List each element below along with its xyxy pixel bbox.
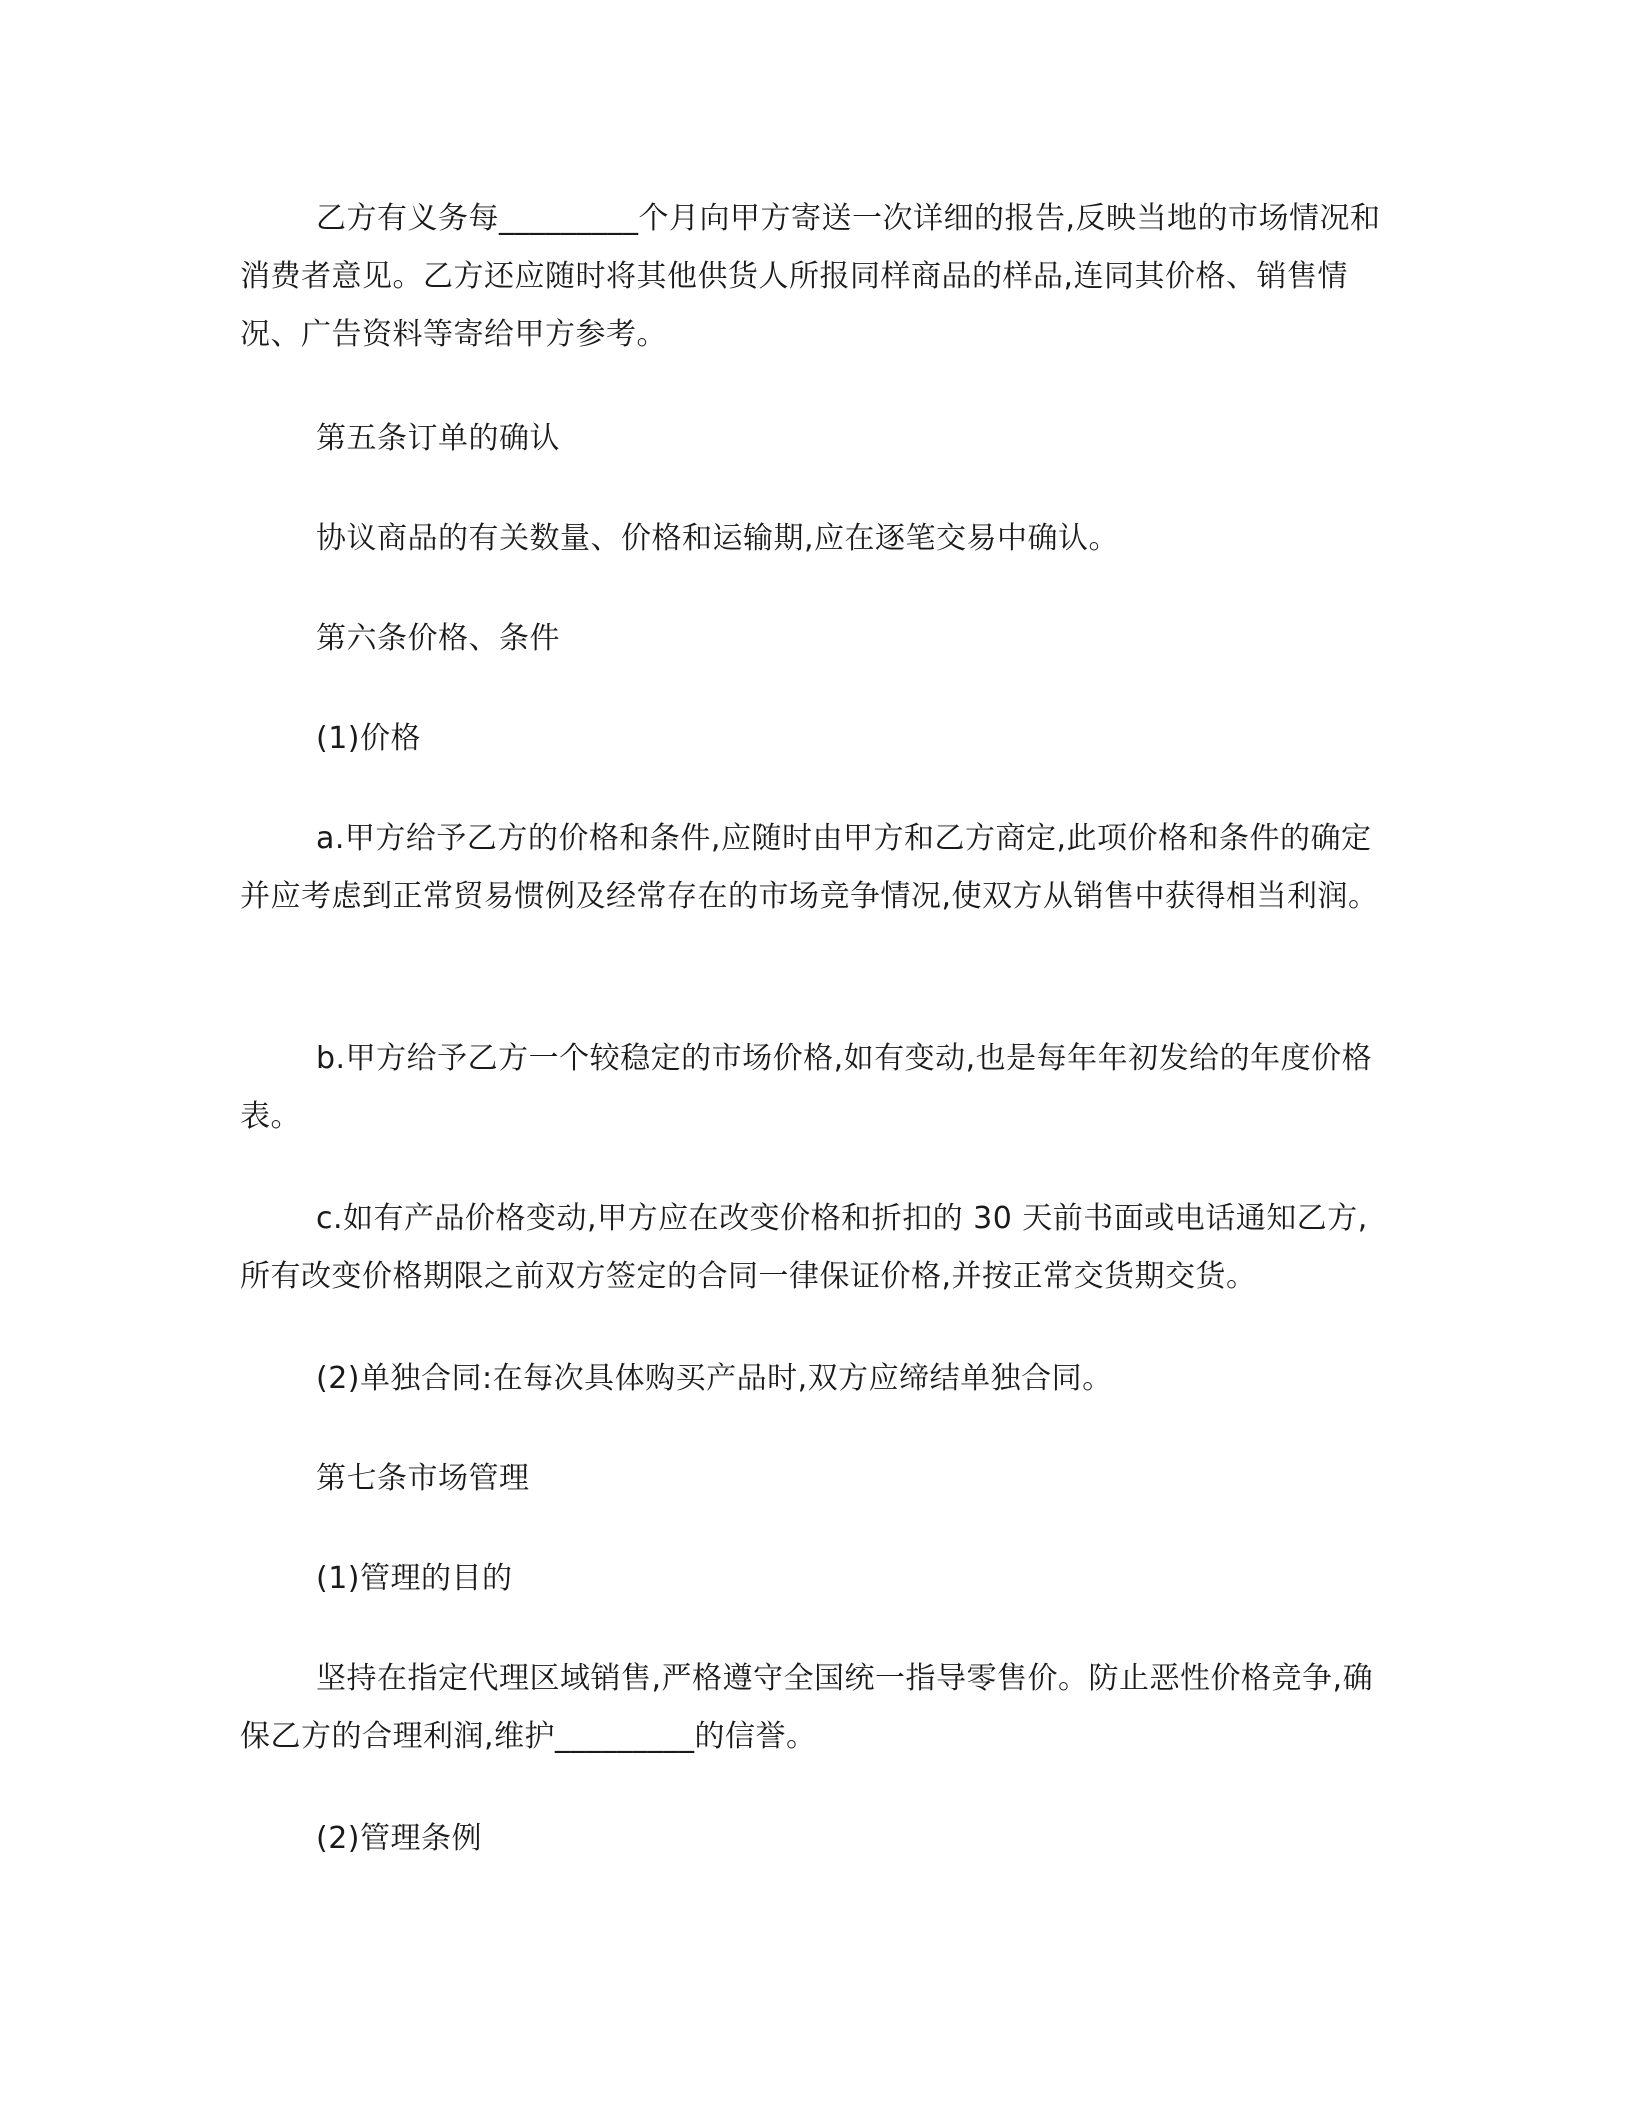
heading-price: (1)价格 bbox=[316, 721, 421, 756]
paragraph-report-obligation: 乙方有义务每_________个月向甲方寄送一次详细的报告,反映当地的市场情况和消费者意见。乙方还应随时将其他供货人所报同样商品的样品,连同其价格、销售情况、广告资料等寄给甲方参考。 bbox=[240, 201, 1381, 352]
paragraph-price-a: a.甲方给予乙方的价格和条件,应随时由甲方和乙方商定,此项价格和条件的确定并应考虑到正常贸易惯例及经常存在的市场竞争情况,使双方从销售中获得相当利润。 bbox=[240, 821, 1379, 914]
paragraph-price-b: b.甲方给予乙方一个较稳定的市场价格,如有变动,也是每年年初发给的年度价格表。 bbox=[240, 1041, 1373, 1134]
paragraph-management-purpose: 坚持在指定代理区域销售,严格遵守全国统一指导零售价。防止恶性价格竞争,确保乙方的合理利润,维护_________的信誉。 bbox=[240, 1661, 1374, 1754]
paragraph-price-c: c.如有产品价格变动,甲方应在改变价格和折扣的 30 天前书面或电话通知乙方,所有改变价格期限之前双方签定的合同一律保证价格,并按正常交货期交货。 bbox=[240, 1201, 1368, 1294]
paragraph-order-confirmation: 协议商品的有关数量、价格和运输期,应在逐笔交易中确认。 bbox=[316, 521, 1120, 556]
heading-article-6: 第六条价格、条件 bbox=[316, 621, 560, 656]
paragraph-separate-contract: (2)单独合同:在每次具体购买产品时,双方应缔结单独合同。 bbox=[316, 1361, 1113, 1396]
heading-management-purpose: (1)管理的目的 bbox=[316, 1561, 513, 1596]
heading-article-7: 第七条市场管理 bbox=[316, 1461, 530, 1496]
heading-management-rules: (2)管理条例 bbox=[316, 1821, 482, 1856]
heading-article-5: 第五条订单的确认 bbox=[316, 421, 560, 456]
